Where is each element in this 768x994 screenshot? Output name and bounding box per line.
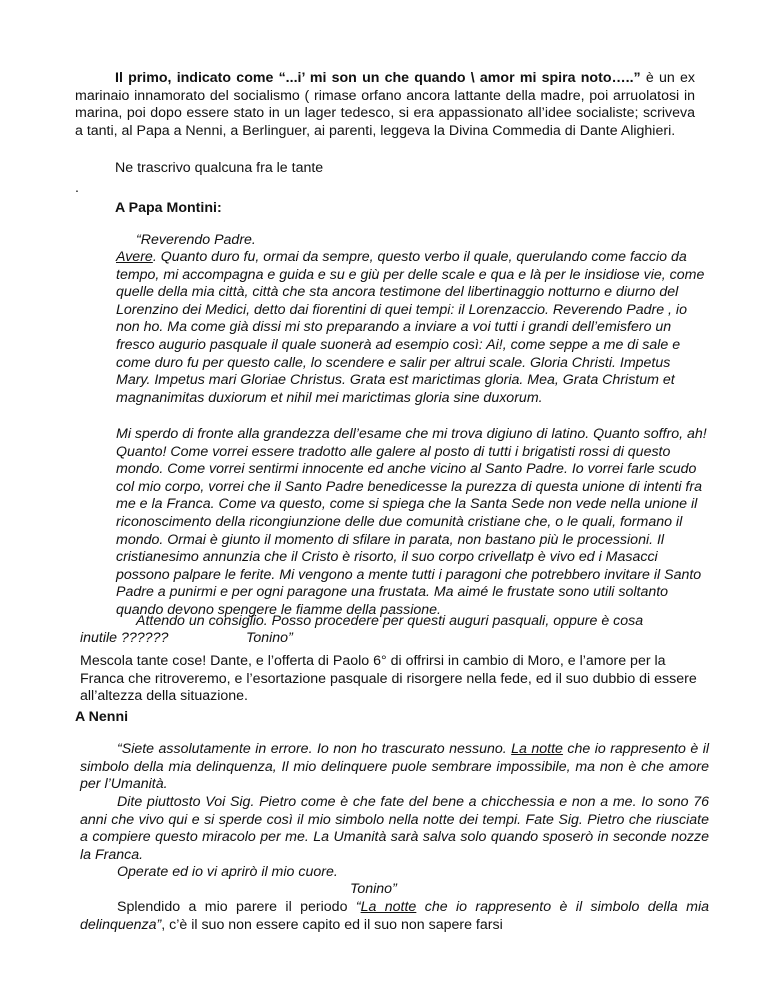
montini-body-2: Mi sperdo di fronte alla grandezza dell’esame che mi trova digiuno di latino. Quanto soffro, ah! Quanto! Come vorrei essere tradotto alle galere al posto di tutti i brigatisti rossi di questo mondo. Come vorrei sentirmi innocente ed anche vicino al Santo Padre. Io vorrei farle scudo col mio corpo, vorrei che il Santo Padre benedicesse la purezza di questa unione di intenti fra me e la Franca. Come va questo, come si spiega che la Santa Sede non vede nella unione il riconoscimento della ricongiunzione delle due comunità cristiane che, o le quali, formano il mondo. Ormai è giunto il momento di sfilare in parata, non bastano più le processioni. Il cristianesimo annunzia che il Cristo è risorto, il suo corpo crivellatp è vivo ed i Masacci possono palpare le ferite. Mi vengono a mente tutti i paragoni che potrebbero invitare il Santo Padre a punirmi e per ogni paragone una frustata. Ma aimé le frustate sono utili soltanto quando devono spengere le fiamme della passione. [116,426,707,618]
comment-nenni-end: , c’è il suo non essere capito ed il suo non sapere farsi [161,916,503,933]
nenni-p1-start: “Siete assolutamente in errore. Io non ho trascurato nessuno. [117,741,512,757]
heading-nenni: A Nenni [75,709,129,725]
comment-nenni [80,899,709,934]
comment-nenni-la-notte: La notte [360,899,417,915]
avere-word: Avere [116,249,153,265]
montini-closing-2: inutile ?????? [80,630,169,646]
heading-montini: A Papa Montini: [115,200,222,216]
comment-nenni-quote-rest: che io rappresento è il simbolo della mia delinquenza” [80,899,710,933]
montini-signature: Tonino” [246,630,293,646]
intro-text: è un ex marinaio innamorato del socialismo ( rimase orfano ancora lattante della madre, poi arruolatosi in marina, poi dopo essere stato in un lager tedesco, si era appassionato all’idee socialiste; scriveva a tanti, al Papa a Nenni, a Berlinguer, ai parenti, leggeva la Divina Commedia di Dante Alighieri. [75,70,695,139]
montini-body-1 [116,249,708,407]
nenni-la-notte: La notte [511,741,563,757]
nenni-paragraph-1 [80,741,709,794]
intro-dot: . [75,180,79,196]
nenni-signature: Tonino” [350,881,397,897]
comment-nenni-quote-open: “ [355,899,361,915]
nenni-paragraph-2: Dite piuttosto Voi Sig. Pietro come è che fate del bene a chicchessia e non a me. Io sono 76 anni che vivo qui e si sperde così il mio simbolo nella notte dei tempi. Fate Sig. Pietro che riusciate a compiere questo miracolo per me. La Umanità sarà salva solo quando sposerò in seconde nozze la Franca. [80,794,709,863]
montini-body-1-text: . Quanto duro fu, ormai da sempre, questo verbo il quale, querulando come faccio da tempo, mi accompagna e guida e su e giù per delle scale e qua e là per le insidiose vie, come quelle della mia città, città che sta ancora testimone del libertinaggio notturno e diurno del Lorenzino dei Medici, detto dai fiorentini di quei tempi: il Lorenzaccio. Reverendo Padre , io non ho. Ma come già dissi mi sto preparando a inviare a voi tutti i grandi dell’emisfero un fresco augurio pasquale il quale suonerà ad esempio così: Ai!, come seppe a me di sale e come duro fu per questo calle, lo scendere e salir per altrui scale. Gloria Christi. Impetus Mary. Impetus mari Gloriae Christus. Grata est marictimas gloria. Mea, Grata Christum et magnanimitas duxiorum et nihil mei marictimas gloria sine duxorum. [116,249,705,406]
nenni-paragraph-3: Operate ed io vi aprirò il mio cuore. [117,864,338,880]
comment-montini: Mescola tante cose! Dante, e l’offerta di Paolo 6° di offrirsi in cambio di Moro, e l’amore per la Franca che ritroveremo, e l’esortazione pasquale di risorgere nella fede, ed il suo dubbio di essere all’altezza della situazione. [80,653,697,705]
intro-trascrivo: Ne trascrivo qualcuna fra le tante [115,160,324,176]
montini-salutation: “Reverendo Padre. [136,232,256,248]
comment-nenni-start: Splendido a mio parere il periodo [117,899,356,915]
nenni-p1-end: che io rappresento è il simbolo della mia delinquenza, Il mio delinquere puole sembrare impossibile, ma non è che amore per l’Umanità. [80,741,710,793]
intro-bold-lead: Il primo, indicato come “...i’ mi son un che quando \ amor mi spira noto…..” [115,70,641,86]
intro-paragraph [75,70,695,140]
montini-closing-1: Attendo un consiglio. Posso procedere per questi auguri pasquali, oppure è cosa [136,613,644,629]
